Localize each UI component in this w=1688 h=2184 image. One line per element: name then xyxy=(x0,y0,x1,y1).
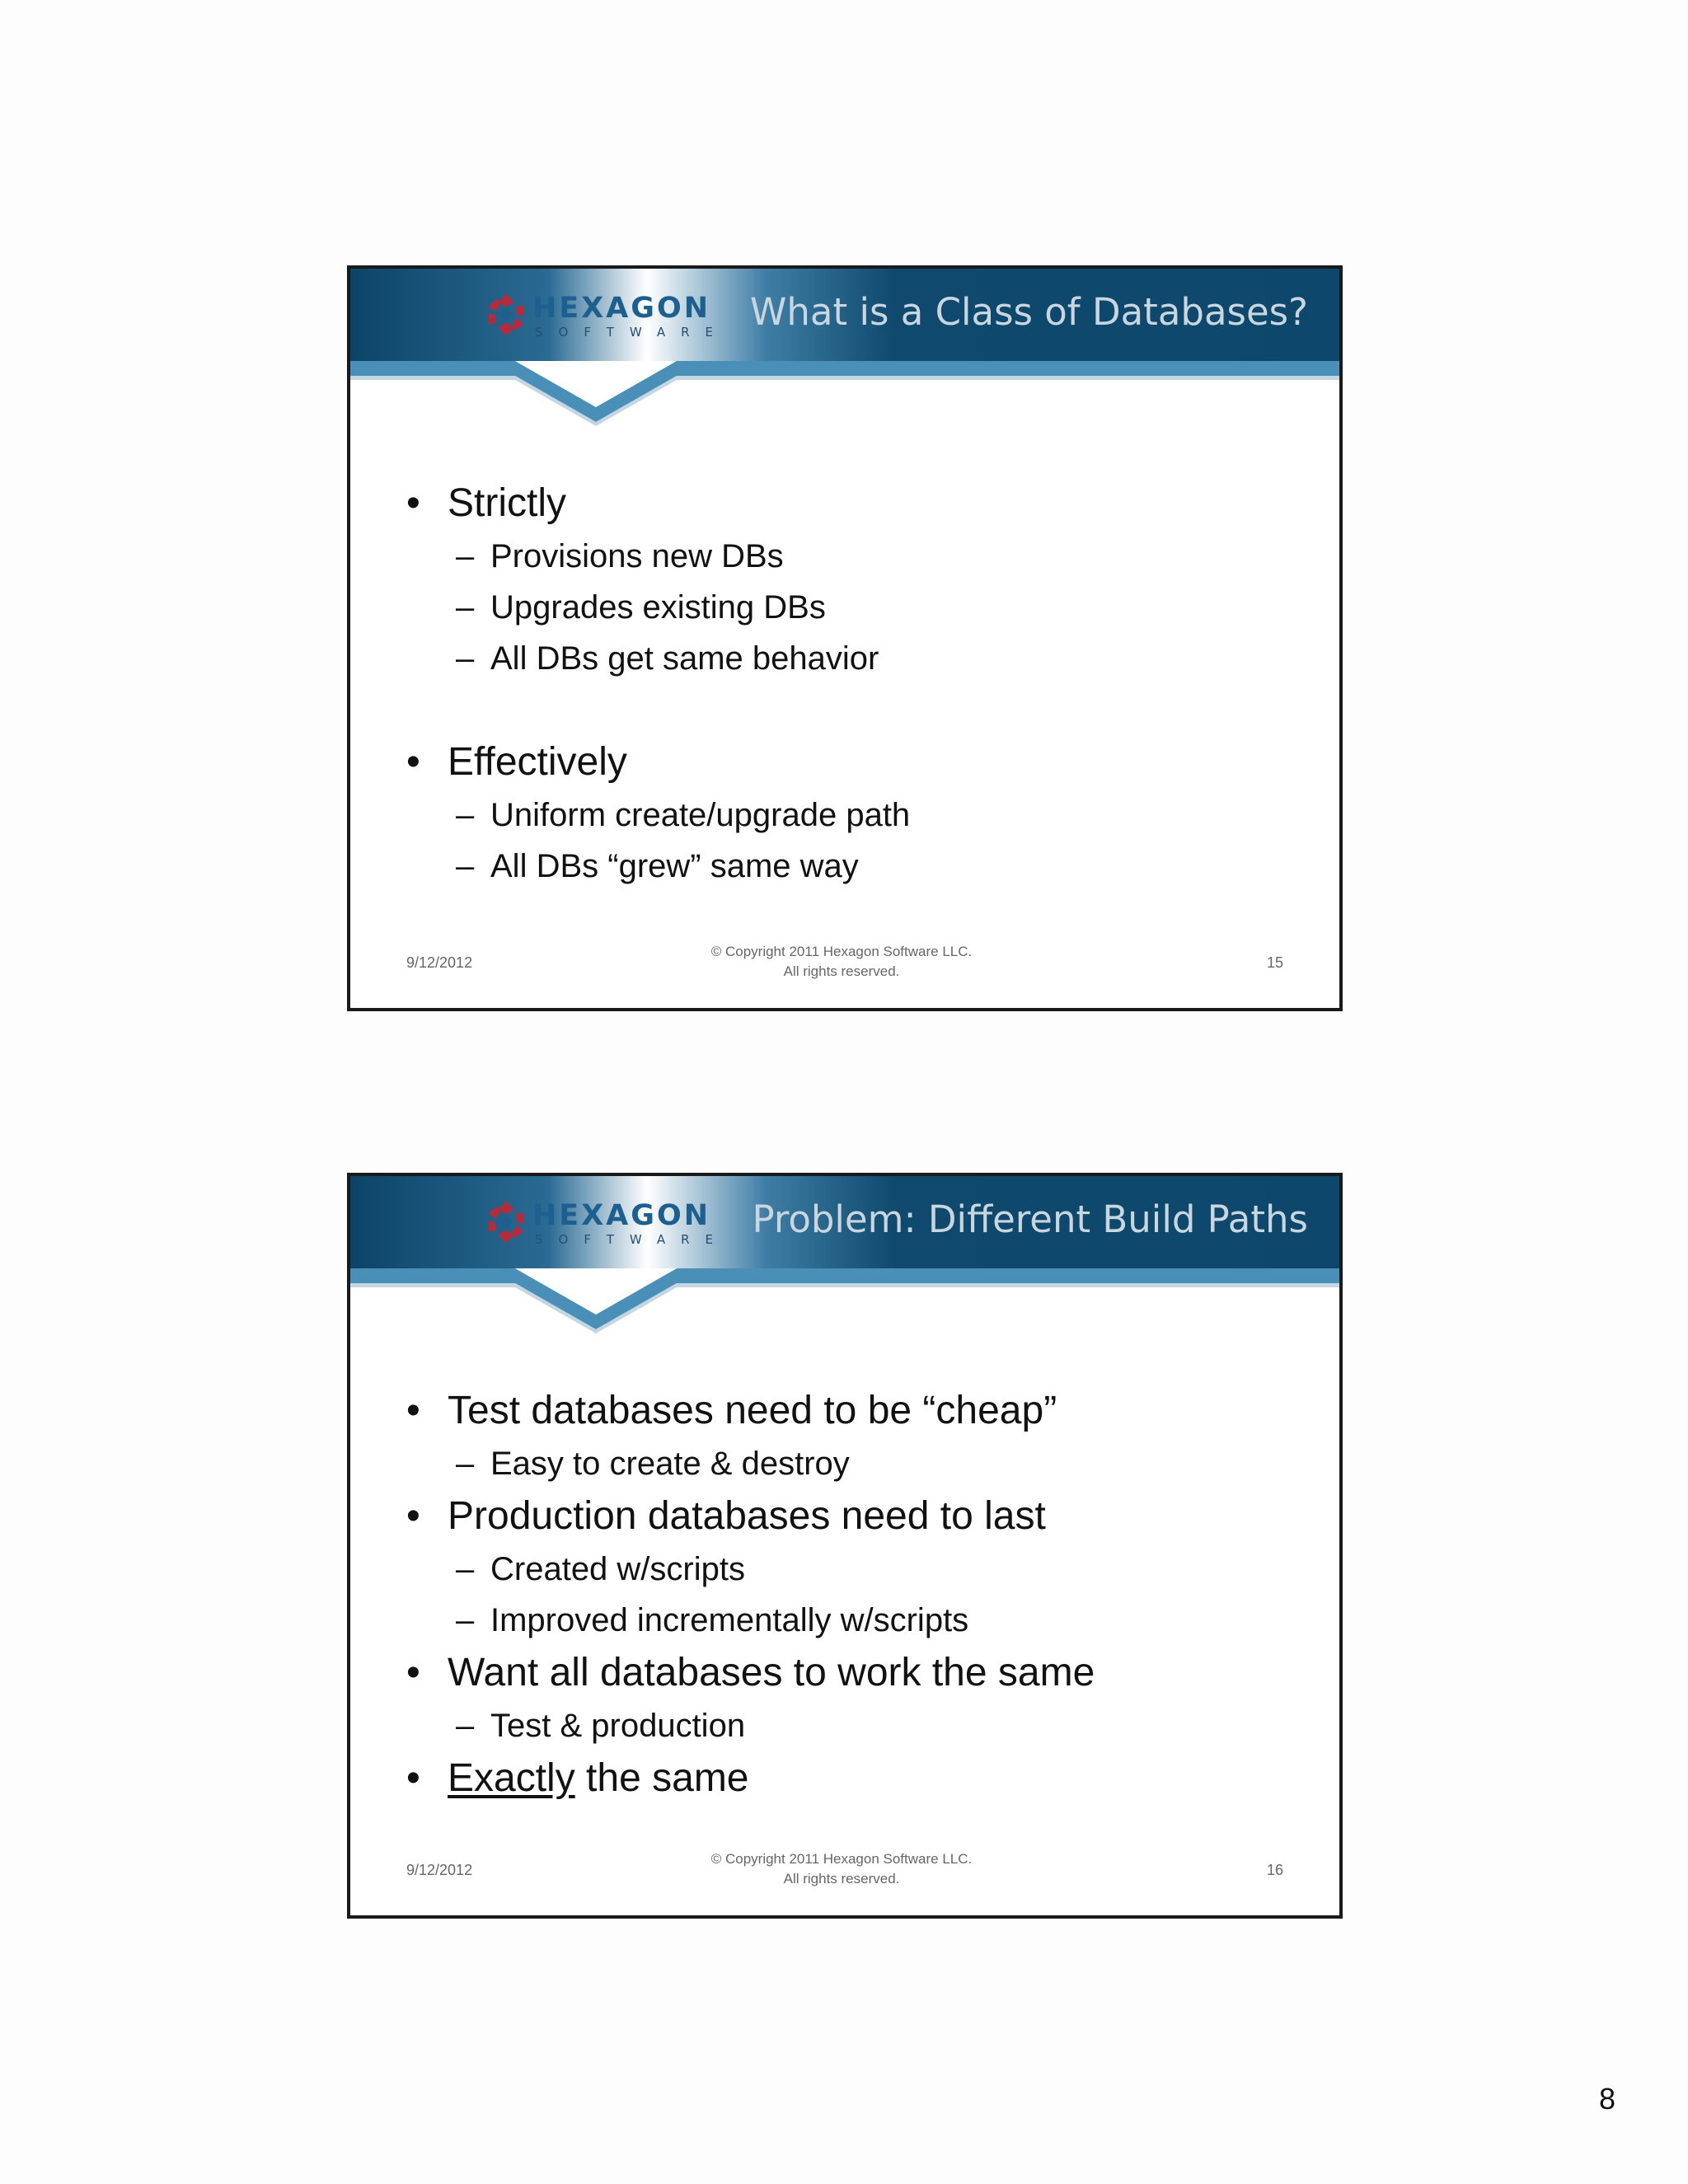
copyright-line: © Copyright 2011 Hexagon Software LLC. xyxy=(710,944,973,959)
slide-15 xyxy=(347,265,1343,1011)
slide-footer xyxy=(350,1849,1339,1899)
footer-copyright xyxy=(663,942,1020,982)
copyright-line: All rights reserved. xyxy=(783,1871,900,1886)
sub-bullet: – All DBs get same behavior xyxy=(406,633,1306,684)
bullet: • Test databases need to be “cheap” xyxy=(406,1384,1306,1438)
sub-bullet: – All DBs “grew” same way xyxy=(406,841,1306,892)
slide-number: 16 xyxy=(1266,1862,1283,1878)
sub-bullet: – Easy to create & destroy xyxy=(406,1438,1306,1489)
logo-wordmark: HEXAGON xyxy=(532,1199,711,1232)
logo-wordmark: HEXAGON xyxy=(532,292,711,325)
copyright-line: © Copyright 2011 Hexagon Software LLC. xyxy=(710,1851,973,1867)
logo-subtitle: SOFTWARE xyxy=(535,325,729,340)
slide-number: 15 xyxy=(1266,954,1283,971)
hexagon-logo-icon xyxy=(482,1197,530,1247)
footer-copyright xyxy=(663,1849,1020,1889)
slide-footer xyxy=(350,942,1339,991)
footer-date: 9/12/2012 xyxy=(406,954,473,971)
bullet: • Production databases need to last xyxy=(406,1489,1306,1544)
bullet-text: the same xyxy=(574,1756,749,1800)
slide-16 xyxy=(347,1173,1343,1919)
sub-bullet: – Uniform create/upgrade path xyxy=(406,790,1306,841)
footer-date: 9/12/2012 xyxy=(406,1862,473,1878)
hexagon-logo-icon xyxy=(482,290,530,340)
sub-bullet: – Created w/scripts xyxy=(406,1544,1306,1595)
slide-title: What is a Class of Databases? xyxy=(749,290,1308,334)
slide-body xyxy=(406,1384,1306,1806)
sub-bullet: – Improved incrementally w/scripts xyxy=(406,1595,1306,1646)
sub-bullet: – Provisions new DBs xyxy=(406,531,1306,582)
hexagon-software-logo xyxy=(482,288,729,340)
sub-bullet: – Upgrades existing DBs xyxy=(406,582,1306,633)
sub-bullet: – Test & production xyxy=(406,1700,1306,1751)
bullet: • Want all databases to work the same xyxy=(406,1646,1306,1700)
bullet: • Effectively xyxy=(406,735,1306,790)
copyright-line: All rights reserved. xyxy=(783,963,900,979)
bullet: • Strictly xyxy=(406,476,1306,531)
slide-title: Problem: Different Build Paths xyxy=(752,1197,1308,1241)
underlined-word: Exactly xyxy=(448,1756,575,1800)
bullet xyxy=(406,1751,1306,1806)
logo-subtitle: SOFTWARE xyxy=(535,1232,729,1247)
slide-body xyxy=(406,476,1306,892)
hexagon-software-logo xyxy=(482,1196,729,1247)
page-number: 8 xyxy=(1599,2082,1616,2116)
